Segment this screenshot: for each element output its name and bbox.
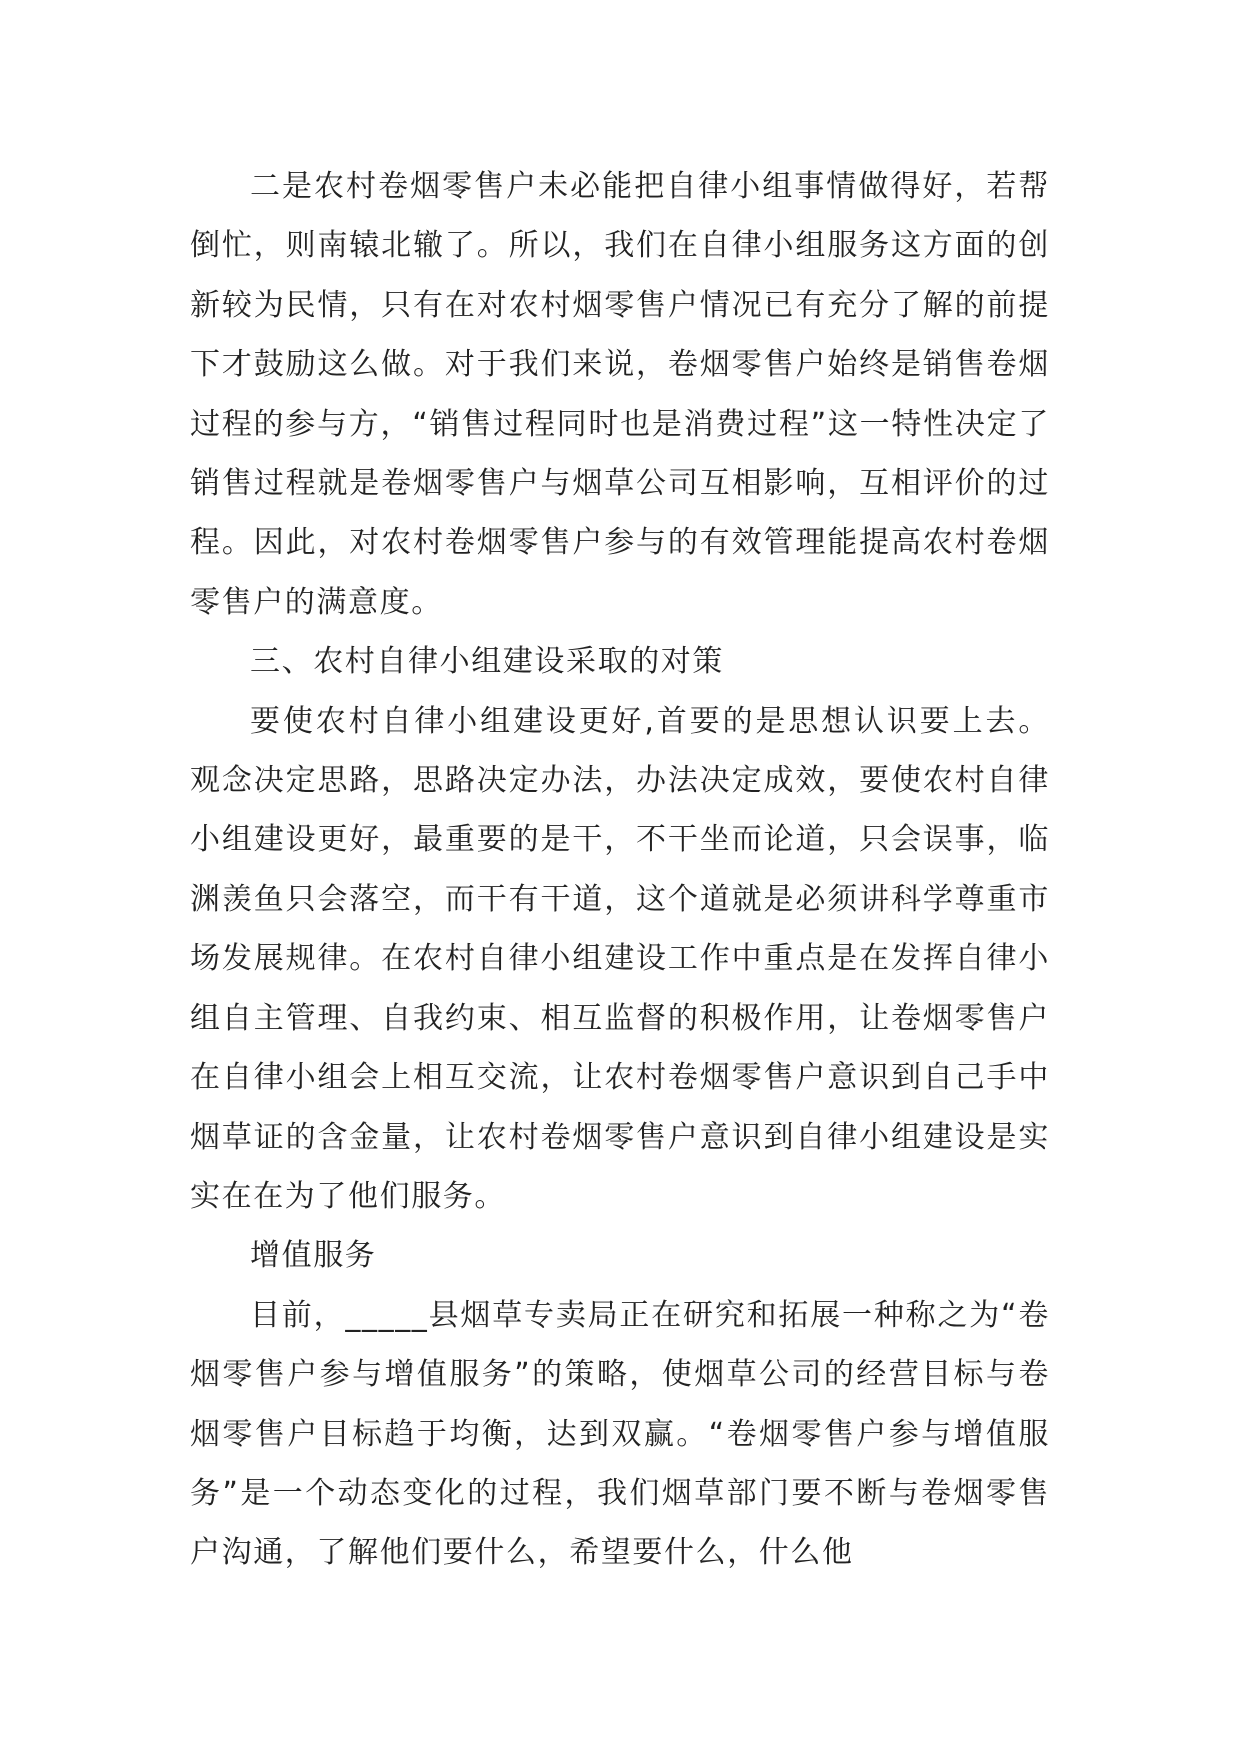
document-body: [190, 157, 1050, 1583]
paragraph-retailer-participation: 二是农村卷烟零售户未必能把自律小组事情做得好，若帮倒忙，则南辕北辙了。所以，我们在自律小组服务这方面的创新较为民情，只有在对农村烟零售户情况已有充分了解的前提下才鼓励这么做。对于我们来说，卷烟零售户始终是销售卷烟过程的参与方，“销售过程同时也是消费过程”这一特性决定了销售过程就是卷烟零售户与烟草公司互相影响，互相评价的过程。因此，对农村卷烟零售户参与的有效管理能提高农村卷烟零售户的满意度。: [190, 169, 1050, 620]
section-heading-value-added-service: 增值服务: [250, 1238, 377, 1274]
paragraph-value-added-service: 目前，_____县烟草专卖局正在研究和拓展一种称之为“卷烟零售户参与增值服务”的策略，使烟草公司的经营目标与卷烟零售户目标趋于均衡，达到双赢。“卷烟零售户参与增值服务”是一个动态变化的过程，我们烟草部门要不断与卷烟零售户沟通，了解他们要什么，希望要什么，什么他: [190, 1297, 1050, 1571]
section-heading-countermeasures: 三、农村自律小组建设采取的对策: [250, 644, 724, 680]
paragraph-group-building: 要使农村自律小组建设更好,首要的是思想认识要上去。观念决定思路，思路决定办法，办法决定成效，要使农村自律小组建设更好，最重要的是干，不干坐而论道，只会误事，临渊羡鱼只会落空，而干有干道，这个道就是必须讲科学尊重市场发展规律。在农村自律小组建设工作中重点是在发挥自律小组自主管理、自我约束、相互监督的积极作用，让卷烟零售户在自律小组会上相互交流，让农村卷烟零售户意识到自己手中烟草证的含金量，让农村卷烟零售户意识到自律小组建设是实实在在为了他们服务。: [190, 703, 1050, 1214]
